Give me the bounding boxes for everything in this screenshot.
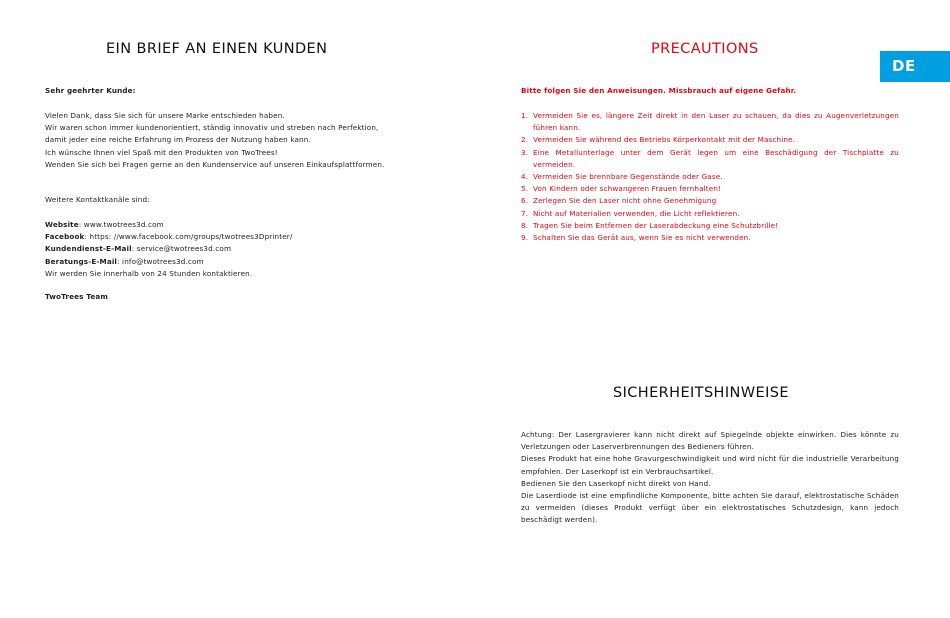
letter-line: Wir waren schon immer kundenorientiert, ständig innovativ und streben nach Perfektion, <box>45 123 379 133</box>
item-number: 8. <box>521 220 529 230</box>
item-number: 9. <box>521 233 529 243</box>
contact-label: Website <box>45 220 79 229</box>
safety-body <box>521 429 899 527</box>
item-number: 5. <box>521 184 529 194</box>
letter-title: EIN BRIEF AN EINEN KUNDEN <box>106 41 328 57</box>
safety-paragraph: Die Laserdiode ist eine empfindliche Komponente, bitte achten Sie darauf, elektrostatische Schäden zu vermeiden (dieses Produkt verfügt über ein elektrostatisches Schutzdesign, kann jedoch beschädigt werden). <box>521 491 899 525</box>
precaution-item <box>521 147 899 171</box>
precautions-title: PRECAUTIONS <box>651 41 759 57</box>
letter-body <box>45 110 445 171</box>
precaution-item <box>521 220 899 232</box>
item-text: Zerlegen Sie den Laser nicht ohne Genehmigung <box>533 196 717 206</box>
letter-line: Ich wünsche Ihnen viel Spaß mit den Produkten von TwoTrees! <box>45 147 278 157</box>
item-text: Tragen Sie beim Entfernen der Laserabdeckung eine Schutzbrille! <box>533 220 779 230</box>
item-number: 4. <box>521 172 529 182</box>
precaution-item <box>521 183 899 195</box>
safety-paragraph: Dieses Produkt hat eine hohe Gravurgeschwindigkeit und wird nicht für die industrielle Verarbeitung empfohlen. Der Laserkopf ist ein Verbrauchsartikel. <box>521 454 899 476</box>
channels-intro: Weitere Kontaktkanäle sind: <box>45 195 150 204</box>
item-text: Vermeiden Sie brennbare Gegenstände oder Gase. <box>533 172 723 182</box>
contact-list <box>45 219 445 280</box>
item-number: 3. <box>521 147 529 157</box>
precaution-item <box>521 195 899 207</box>
precautions-page <box>475 0 950 618</box>
precautions-warning: Bitte folgen Sie den Anweisungen. Missbrauch auf eigene Gefahr. <box>521 86 797 95</box>
item-text: Vermeiden Sie während des Betriebs Körperkontakt mit der Maschine. <box>533 135 796 145</box>
item-number: 7. <box>521 208 529 218</box>
contact-label: Beratungs-E-Mail <box>45 256 118 266</box>
precaution-item <box>521 134 899 146</box>
contact-website <box>45 219 445 231</box>
precautions-list <box>521 110 899 244</box>
item-text: Vermeiden Sie es, längere Zeit direkt in den Laser zu schauen, da dies zu Augenverletzungen führen kann. <box>533 111 899 133</box>
item-text: Eine Metallunterlage unter dem Gerät legen um eine Beschädigung der Tischplatte zu vermeiden. <box>533 147 899 169</box>
response-note: Wir werden Sie innerhalb von 24 Stunden kontaktieren. <box>45 268 253 278</box>
website-link[interactable]: : www.twotrees3d.com <box>78 220 164 229</box>
letter-line: Wenden Sie sich bei Fragen gerne an den Kundenservice auf unseren Einkaufsplattformen. <box>45 159 385 169</box>
contact-label: Facebook <box>45 232 85 242</box>
item-number: 1. <box>521 111 529 120</box>
precaution-item <box>521 208 899 220</box>
contact-info-email <box>45 256 445 268</box>
contact-facebook <box>45 231 445 243</box>
item-number: 6. <box>521 196 529 206</box>
language-tab: DE <box>880 51 950 82</box>
item-text: Nicht auf Materialien verwenden, die Licht reflektieren. <box>533 208 740 218</box>
contact-label: Kundendienst-E-Mail <box>45 244 132 254</box>
item-text: Von Kindern oder schwangeren Frauen fernhalten! <box>533 184 722 194</box>
safety-paragraph: Achtung: Der Lasergravierer kann nicht direkt auf Spiegelnde objekte einwirken. Dies könnte zu Verletzungen oder Laserverbrennungen des Bedieners führen. <box>521 430 899 452</box>
signature: TwoTrees Team <box>45 292 108 301</box>
precaution-item <box>521 110 899 134</box>
facebook-link[interactable]: : https: //www.facebook.com/groups/twotrees3Dprinter/ <box>84 232 293 242</box>
precaution-item <box>521 232 899 244</box>
safety-paragraph: Bedienen Sie den Laserkopf nicht direkt von Hand. <box>521 478 711 488</box>
item-number: 2. <box>521 135 529 145</box>
letter-line: damit jeder eine reiche Erfahrung im Prozess der Nutzung haben kann. <box>45 135 311 145</box>
salutation: Sehr geehrter Kunde: <box>45 86 136 95</box>
precaution-item <box>521 171 899 183</box>
service-email-link[interactable]: : service@twotrees3d.com <box>131 244 232 254</box>
letter-line: Vielen Dank, dass Sie sich für unsere Marke entschieden haben. <box>45 111 285 120</box>
info-email-link[interactable]: : info@twotrees3d.com <box>117 256 204 266</box>
item-text: Schalten Sie das Gerät aus, wenn Sie es nicht verwenden. <box>533 233 751 243</box>
contact-service-email <box>45 243 445 255</box>
safety-title: SICHERHEITSHINWEISE <box>613 385 789 401</box>
